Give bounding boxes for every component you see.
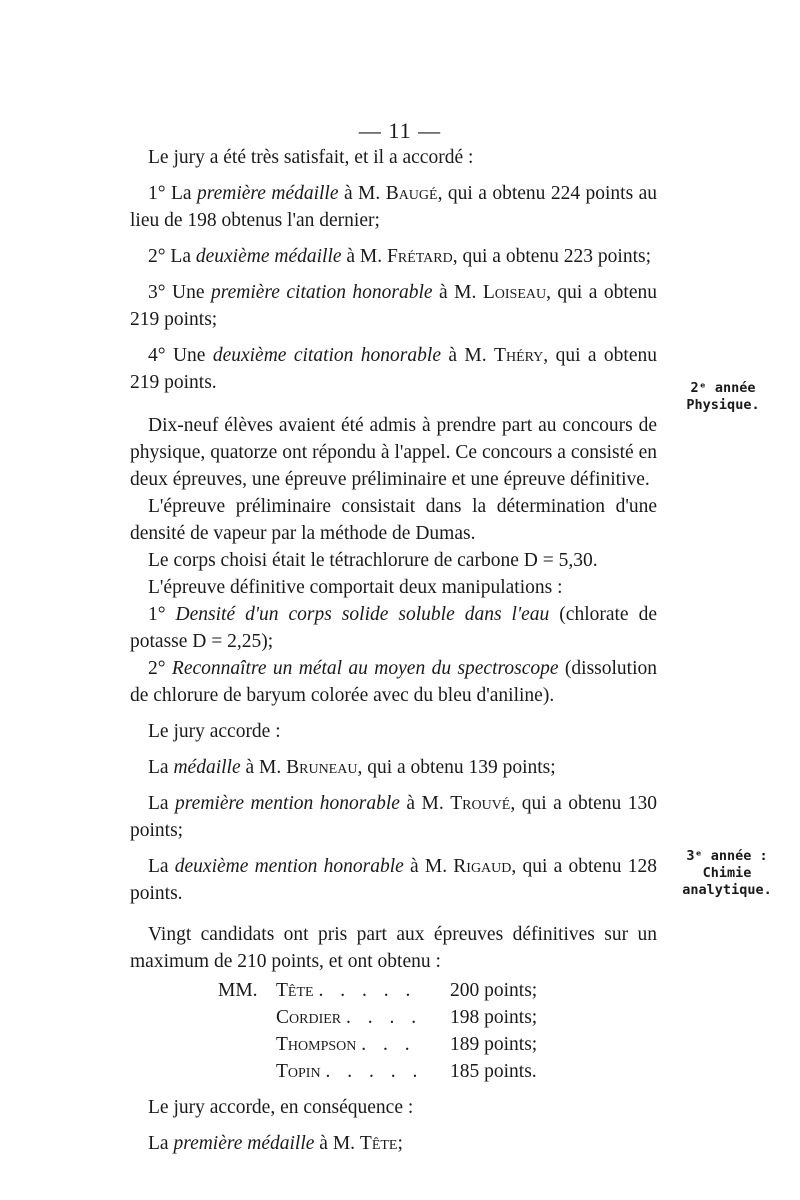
award-paragraph: La médaille à M. Bruneau, qui a obtenu 139 points; xyxy=(148,757,556,778)
candidate-points: 185 points. xyxy=(450,1061,537,1082)
award-paragraph: 2° La deuxième médaille à M. Frétard, qui a obtenu 223 points; xyxy=(148,246,651,267)
paragraph: Dix-neuf élèves avaient été admis à prendre part au concours de physique, quatorze ont répondu à l'appel. Ce concours a consisté en deux épreuves, une épreuve préliminaire et une épreuve définitive. xyxy=(130,415,657,490)
paragraph: Le jury accorde : xyxy=(148,721,281,742)
paragraph: L'épreuve définitive comportait deux manipulations : xyxy=(148,577,563,598)
results-table xyxy=(218,977,657,1085)
candidate-name: Thompson xyxy=(276,1034,357,1055)
margin-note-chimie xyxy=(672,848,782,899)
candidate-name: Cordier xyxy=(276,1007,342,1028)
paragraph: Le jury accorde, en conséquence : xyxy=(148,1097,414,1118)
table-prefix: MM. xyxy=(218,980,258,1001)
paragraph: Vingt candidats ont pris part aux épreuves définitives sur un maximum de 210 points, et ont obtenu : xyxy=(130,924,657,972)
page-number: — 11 — xyxy=(358,118,442,143)
candidate-points: 198 points; xyxy=(450,1007,538,1028)
candidate-name: Topin xyxy=(276,1061,321,1082)
margin-note-line: 3ᵉ année : xyxy=(686,848,768,864)
candidate-points: 189 points; xyxy=(450,1034,538,1055)
margin-note-physique xyxy=(668,380,778,414)
paragraph: L'épreuve préliminaire consistait dans la détermination d'une densité de vapeur par la méthode de Dumas. xyxy=(130,496,657,544)
margin-note-line: Chimie xyxy=(702,865,752,881)
award-paragraph: 3° Une première citation honorable à M. Loiseau, qui a obtenu 219 points; xyxy=(130,282,657,330)
margin-note-line: analytique. xyxy=(682,882,772,898)
table-row xyxy=(218,977,657,1004)
manipulation-paragraph: 2° Reconnaître un métal au moyen du spectroscope (dissolution de chlorure de baryum colorée avec du bleu d'aniline). xyxy=(130,658,657,706)
margin-note-line: 2ᵉ année xyxy=(690,380,756,396)
leader-dots: . . . . xyxy=(346,1007,423,1028)
paragraph: Le jury a été très satisfait, et il a accordé : xyxy=(148,147,474,168)
leader-dots: . . . . . xyxy=(325,1061,424,1082)
award-paragraph: 1° La première médaille à M. Baugé, qui a obtenu 224 points au lieu de 198 obtenus l'an dernier; xyxy=(130,183,658,231)
body-text xyxy=(130,144,657,1157)
table-row xyxy=(218,1058,657,1085)
award-paragraph: La première médaille à M. Tête; xyxy=(148,1133,403,1154)
table-row xyxy=(218,1004,657,1031)
margin-note-line: Physique. xyxy=(686,397,760,413)
table-row xyxy=(218,1031,657,1058)
candidate-name: Tête xyxy=(276,980,314,1001)
leader-dots: . . . xyxy=(361,1034,416,1055)
leader-dots: . . . . . xyxy=(318,980,417,1001)
paragraph: Le corps choisi était le tétrachlorure de carbone D = 5,30. xyxy=(148,550,598,571)
award-paragraph: La deuxième mention honorable à M. Rigaud, qui a obtenu 128 points. xyxy=(130,856,657,904)
candidate-points: 200 points; xyxy=(450,980,538,1001)
manipulation-paragraph: 1° Densité d'un corps solide soluble dans l'eau (chlorate de potasse D = 2,25); xyxy=(130,604,657,652)
award-paragraph: La première mention honorable à M. Trouvé, qui a obtenu 130 points; xyxy=(130,793,657,841)
award-paragraph: 4° Une deuxième citation honorable à M. Théry, qui a obtenu 219 points. xyxy=(130,345,657,393)
